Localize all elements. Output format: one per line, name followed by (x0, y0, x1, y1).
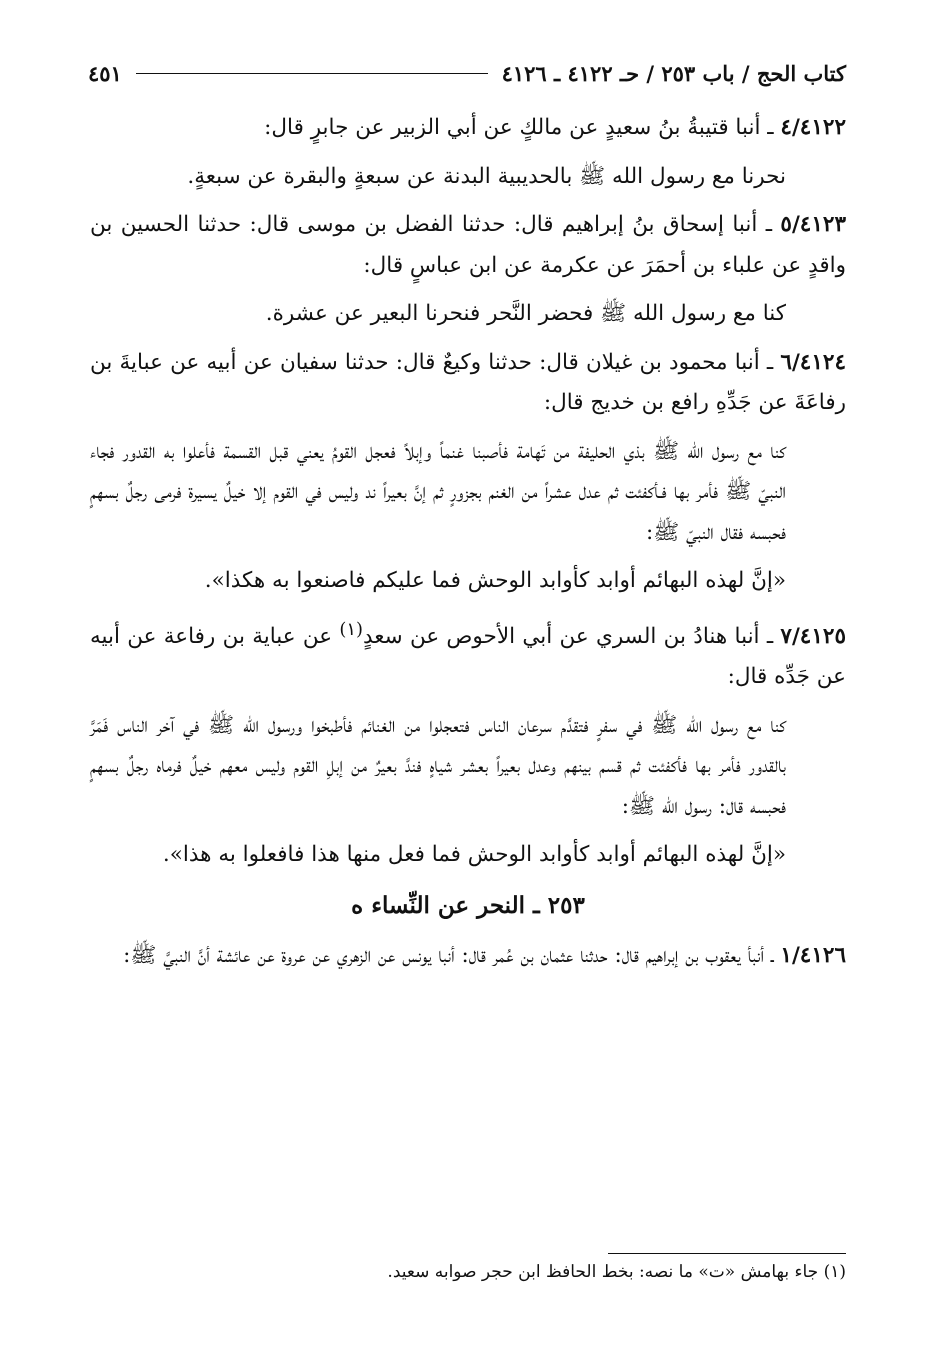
hadith-entry (90, 936, 846, 977)
hadith-chain-continued: عن عباية بن رفاعة عن أبيه عن جَدِّه قال: (90, 623, 846, 690)
page-number: ٤٥١ (88, 60, 122, 86)
hadith-quote: «إنَّ لهذه البهائم أوابد كأوابد الوحش فما عليكم فاصنعوا به هكذا». (204, 568, 786, 593)
hadith-text: كنا مع رسول الله ﷺ في سفرٍ فتقدَّم سرعان الناس فتعجلوا من الغنائم فأطبخوا ورسول الله ﷺ في آخر الناس فَمَرَّ بالقدور فأمر بها فأكفئت ثم قسم بينهم وعدل بعيراً بعشر شياهٍ فندَّ بعيرٌ من إبلِ القوم وليس معهم خيلٌ فرماه رجلٌ بسهمٍ فحبسه قال: رسول الله ﷺ: (90, 712, 786, 819)
hadith-text: كنا مع رسول الله ﷺ بذي الحليفة من تَهامة فأصبنا غنماً وإبلاً فعجل القومُ يعني قبل القسمة فأعلوا به القدور فجاء النبيّ ﷺ فأمر بها فـأكفئت ثم عدل عشراً من الغنم بجزورٍ ثم إنَّ بعيراً ند وليس في القوم إلا خيلٌ يسيرة فرمى رجلٌ بسهمٍ فحبسه فقال النبيّ ﷺ: (90, 438, 786, 545)
header-rule (136, 73, 488, 74)
hadith-entry (90, 205, 846, 286)
hadith-entry (90, 610, 846, 698)
footnote-divider (608, 1253, 846, 1254)
hadith-text: نحرنا مع رسول الله ﷺ بالحديبية البدنة عن سبعةٍ والبقرة عن سبعةٍ. (187, 163, 786, 189)
hadith-number: ٦/٤١٢٤ (780, 349, 846, 375)
hadith-number: ٧/٤١٢٥ (780, 623, 846, 649)
section-heading: ٢٥٣ ـ النحر عن النِّساء ه (351, 891, 585, 919)
footnote-ref: (١) (339, 618, 363, 640)
hadith-chain: ـ أنبا هنادُ بن السري عن أبي الأحوص عن سعدٍ (363, 623, 781, 649)
header-title: كتاب الحج / باب ٢٥٣ / حـ ٤١٢٢ ـ ٤١٢٦ (501, 60, 846, 86)
hadith-number: ٥/٤١٢٣ (780, 212, 846, 237)
hadith-number: ٤/٤١٢٢ (780, 115, 846, 140)
hadith-text: كنا مع رسول الله ﷺ فحضر النَّحر فنحرنا البعير عن عشرة. (265, 301, 786, 326)
footnote: (١) جاء بهامش «ت» ما نصه: بخط الحافظ ابن حجر صوابه سعيد. (387, 1262, 846, 1282)
hadith-chain: ـ أنبا قتيبةُ بنُ سعيدٍ عن مالكٍ عن أبي الزبير عن جابرٍ قال: (264, 115, 781, 140)
running-header (88, 56, 846, 90)
hadith-chain: ـ أنبا إسحاق بنُ إبراهيم قال: حدثنا الفضل بن موسى قال: حدثنا الحسين بن واقدٍ عن علباء بن أحمَرَ عن عكرمة عن ابن عباسٍ قال: (90, 212, 846, 278)
hadith-chain: ـ أنبا محمود بن غيلان قال: حدثنا وكيعٌ قال: حدثنا سفيان عن أبيه عن عبايةَ بن رفاعَةَ عن جَدِّهِ رافع بن خديج قال: (90, 349, 846, 415)
hadith-entry (90, 108, 846, 149)
hadith-number: ١/٤١٢٦ (780, 943, 846, 969)
hadith-chain: ـ أنبأ يعقوب بن إبراهيم قال: حدثنا عثمان بن عُمر قال: أنبا يونس عن الزهري عن عروة عن عائشة أنَّ النبيَّ ﷺ: (123, 943, 781, 969)
hadith-entry (90, 343, 846, 424)
main-text (90, 108, 846, 985)
hadith-quote: «إنَّ لهذه البهائم أوابد كأوابد الوحش فما فعل منها هذا فافعلوا به هذا». (162, 842, 786, 868)
